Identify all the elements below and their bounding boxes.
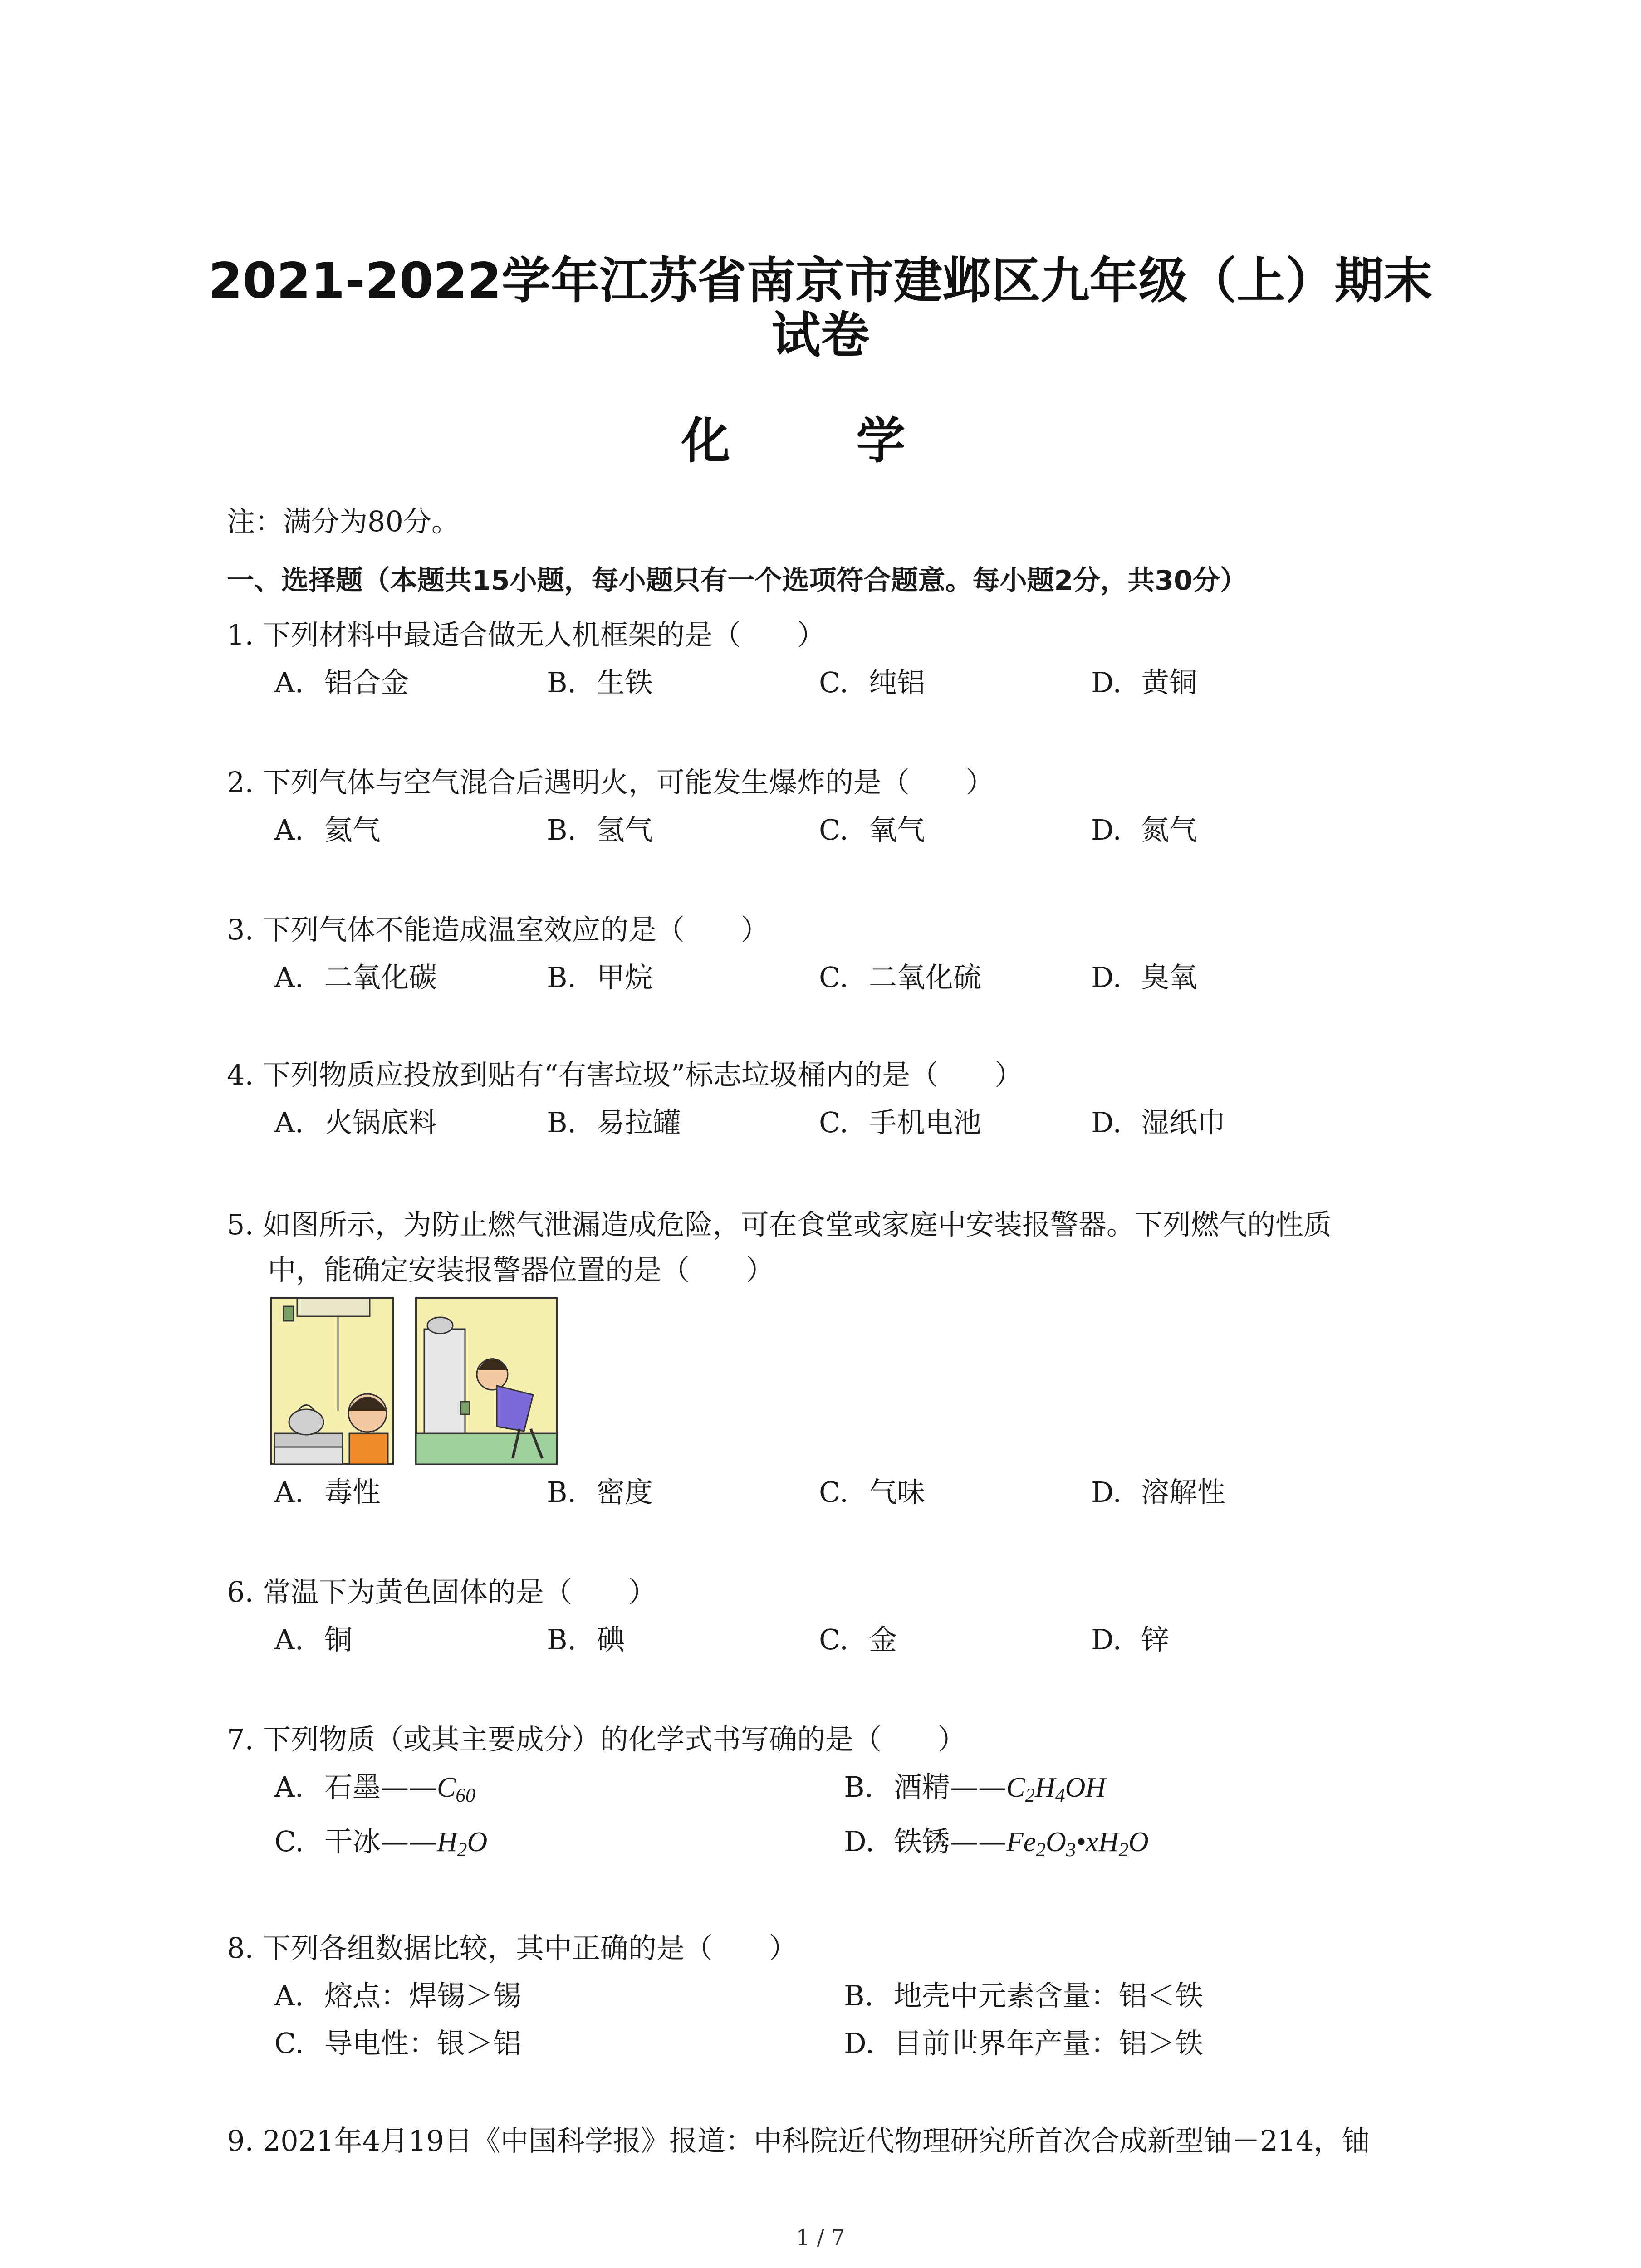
option-text: 生铁 xyxy=(597,666,653,699)
q2-option-c[interactable] xyxy=(819,812,925,848)
option-text: 黄铜 xyxy=(1141,666,1198,699)
option-letter: B. xyxy=(547,666,577,699)
option-text: 金 xyxy=(869,1623,897,1656)
option-letter: D. xyxy=(1091,1476,1122,1509)
option-letter: C. xyxy=(819,1106,848,1139)
q7-option-a[interactable] xyxy=(274,1769,475,1806)
panel-ceiling-alarm xyxy=(271,1298,393,1464)
score-note: 注：满分为80分。 xyxy=(227,505,460,538)
q6-option-d[interactable] xyxy=(1091,1622,1169,1658)
option-letter: C. xyxy=(819,666,848,699)
option-letter: D. xyxy=(1091,1106,1122,1139)
option-text: 酒精—— xyxy=(894,1770,1007,1804)
option-text: 氧气 xyxy=(869,813,926,846)
question-6-stem: 6. 常温下为黄色固体的是（ ） xyxy=(227,1575,656,1608)
q7-option-c[interactable] xyxy=(274,1823,487,1860)
option-text: 石墨—— xyxy=(324,1770,437,1804)
option-text: 火锅底料 xyxy=(324,1106,437,1139)
option-text: 气味 xyxy=(869,1476,926,1509)
option-letter: D. xyxy=(1091,1623,1122,1656)
q3-option-b[interactable] xyxy=(547,959,653,996)
option-letter: D. xyxy=(1091,961,1122,994)
option-text: 碘 xyxy=(597,1623,625,1656)
option-text: 目前世界年产量：铝＞铁 xyxy=(894,2027,1204,2060)
q2-option-b[interactable] xyxy=(547,812,653,848)
section-heading: 一、选择题（本题共15小题，每小题只有一个选项符合题意。每小题2分，共30分） xyxy=(227,565,1247,596)
q8-option-c[interactable] xyxy=(274,2025,521,2062)
option-text: 溶解性 xyxy=(1141,1476,1226,1509)
q8-option-d[interactable] xyxy=(844,2025,1203,2062)
option-text: 易拉罐 xyxy=(597,1106,681,1139)
pot-icon xyxy=(427,1317,453,1334)
option-letter: A. xyxy=(274,1476,304,1509)
q2-option-d[interactable] xyxy=(1091,812,1197,848)
option-text: 氮气 xyxy=(1141,813,1198,846)
q4-option-d[interactable] xyxy=(1091,1105,1225,1141)
option-text: 手机电池 xyxy=(869,1106,982,1139)
q5-option-a[interactable] xyxy=(274,1474,381,1510)
q4-option-c[interactable] xyxy=(819,1105,981,1141)
q7-option-d[interactable] xyxy=(844,1823,1149,1860)
option-letter: B. xyxy=(547,813,577,846)
option-letter: A. xyxy=(274,1623,304,1656)
option-letter: D. xyxy=(1091,813,1122,846)
formula-dry-ice: $H_2O$ xyxy=(437,1827,488,1861)
option-text: 二氧化碳 xyxy=(324,961,437,994)
option-text: 甲烷 xyxy=(597,961,653,994)
option-letter: A. xyxy=(274,1770,304,1804)
exam-title-line2: 试卷 xyxy=(771,307,870,364)
q6-option-c[interactable] xyxy=(819,1622,897,1658)
option-text: 导电性：银＞铝 xyxy=(324,2027,522,2060)
option-text: 臭氧 xyxy=(1141,961,1198,994)
option-letter: D. xyxy=(844,1825,875,1858)
option-text: 湿纸巾 xyxy=(1141,1106,1226,1139)
exam-title-line1: 2021-2022学年江苏省南京市建邺区九年级（上）期末 xyxy=(208,253,1433,309)
q8-option-a[interactable] xyxy=(274,1978,521,2014)
question-9-stem: 9. 2021年4月19日《中国科学报》报道：中科院近代物理研究所首次合成新型铀－214，铀 xyxy=(227,2124,1370,2157)
option-letter: A. xyxy=(274,961,304,994)
option-text: 二氧化硫 xyxy=(869,961,982,994)
option-text: 铁锈—— xyxy=(894,1825,1007,1858)
q6-option-b[interactable] xyxy=(547,1622,625,1658)
q2-option-a[interactable] xyxy=(274,812,381,848)
alarm-device-icon xyxy=(460,1402,470,1414)
q3-option-c[interactable] xyxy=(819,959,981,996)
q1-option-c[interactable] xyxy=(819,665,925,701)
option-letter: D. xyxy=(1091,666,1122,699)
formula-graphite: $C_{60}$ xyxy=(437,1772,475,1806)
option-text: 氦气 xyxy=(324,813,381,846)
page-number: 1 / 7 xyxy=(796,2225,845,2250)
q5-option-b[interactable] xyxy=(547,1474,653,1510)
option-letter: C. xyxy=(274,2027,304,2060)
q3-option-a[interactable] xyxy=(274,959,437,996)
question-5-stem-cont: 中，能确定安装报警器位置的是（ ） xyxy=(268,1253,774,1286)
q1-option-d[interactable] xyxy=(1091,665,1197,701)
option-letter: C. xyxy=(819,813,848,846)
option-letter: C. xyxy=(819,1623,848,1656)
question-8-stem: 8. 下列各组数据比较，其中正确的是（ ） xyxy=(227,1931,797,1965)
panel-floor-alarm xyxy=(416,1298,557,1464)
option-text: 地壳中元素含量：铝＜铁 xyxy=(894,1979,1204,2012)
option-text: 纯铝 xyxy=(869,666,926,699)
option-letter: B. xyxy=(844,1979,874,2012)
q7-option-b[interactable] xyxy=(844,1769,1106,1806)
q5-option-c[interactable] xyxy=(819,1474,925,1510)
q4-option-a[interactable] xyxy=(274,1105,437,1141)
option-text: 氢气 xyxy=(597,813,653,846)
option-letter: C. xyxy=(819,961,848,994)
q1-option-b[interactable] xyxy=(547,665,653,701)
option-text: 熔点：焊锡＞锡 xyxy=(324,1979,522,2012)
option-text: 铝合金 xyxy=(324,666,409,699)
question-7-stem: 7. 下列物质（或其主要成分）的化学式书写确的是（ ） xyxy=(227,1723,966,1756)
kettle-icon xyxy=(289,1409,323,1435)
option-letter: B. xyxy=(844,1770,874,1804)
option-letter: B. xyxy=(547,1623,577,1656)
subject-heading: 化 学 xyxy=(681,413,960,469)
option-text: 干冰—— xyxy=(324,1825,437,1858)
q6-option-a[interactable] xyxy=(274,1622,353,1658)
option-letter: B. xyxy=(547,961,577,994)
option-letter: A. xyxy=(274,1979,304,2012)
option-letter: C. xyxy=(274,1825,304,1858)
question-2-stem: 2. 下列气体与空气混合后遇明火，可能发生爆炸的是（ ） xyxy=(227,766,994,799)
formula-ethanol: $C_2H_4OH$ xyxy=(1006,1772,1106,1806)
question-3-stem: 3. 下列气体不能造成温室效应的是（ ） xyxy=(227,913,769,946)
option-text: 铜 xyxy=(324,1623,353,1656)
q1-option-a[interactable] xyxy=(274,665,409,701)
option-letter: A. xyxy=(274,813,304,846)
formula-rust: $Fe_2O_3•xH_2O$ xyxy=(1006,1827,1149,1861)
option-letter: A. xyxy=(274,1106,304,1139)
option-letter: C. xyxy=(819,1476,848,1509)
option-text: 密度 xyxy=(597,1476,653,1509)
option-text: 锌 xyxy=(1141,1623,1170,1656)
option-letter: A. xyxy=(274,666,304,699)
option-text: 毒性 xyxy=(324,1476,381,1509)
question-4-stem: 4. 下列物质应投放到贴有“有害垃圾”标志垃圾桶内的是（ ） xyxy=(227,1058,1023,1091)
q4-option-b[interactable] xyxy=(547,1105,681,1141)
question-5-stem: 5. 如图所示，为防止燃气泄漏造成危险，可在食堂或家庭中安装报警器。下列燃气的性质 xyxy=(227,1208,1332,1241)
option-letter: B. xyxy=(547,1106,577,1139)
gas-alarm-figure xyxy=(270,1297,560,1467)
question-1-stem: 1. 下列材料中最适合做无人机框架的是（ ） xyxy=(227,618,825,651)
q5-option-d[interactable] xyxy=(1091,1474,1225,1510)
q8-option-b[interactable] xyxy=(844,1978,1203,2014)
alarm-device-icon xyxy=(284,1306,294,1321)
q3-option-d[interactable] xyxy=(1091,959,1197,996)
option-letter: B. xyxy=(547,1476,577,1509)
option-letter: D. xyxy=(844,2027,875,2060)
